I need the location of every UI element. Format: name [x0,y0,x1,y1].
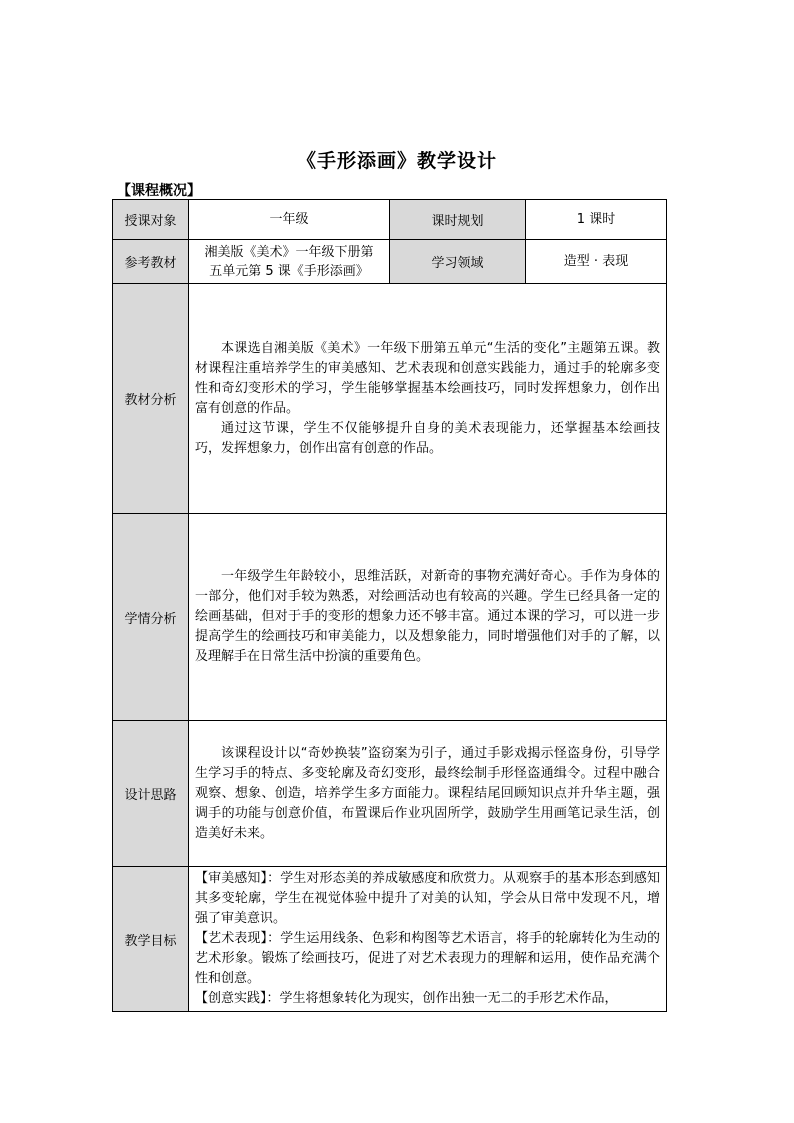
label-design-idea: 设计思路 [113,721,189,867]
goal-tag: 【创意实践】 [195,991,267,1006]
goal-aesthetic [195,869,660,929]
label-domain: 学习领域 [390,240,526,284]
design-idea-paragraph: 该课程设计以“奇妙换装”盗窃案为引子，通过手影戏揭示怪盗身份，引导学生学习手的特点、多变轮廓及奇幻变形，最终绘制手形怪盗通缉令。过程中融合观察、想象、创造，培养学生多方面能力。课程结尾回顾知识点并升华主题，强调手的功能与创意价值，布置课后作业巩固所学，鼓励学生用画笔记录生活，创造美好未来。 [195,745,660,841]
label-student-analysis: 学情分析 [113,514,189,721]
value-hours: 1 课时 [526,200,667,240]
value-audience: 一年级 [189,200,390,240]
row-teaching-goals [113,867,667,1012]
info-row-textbook [113,240,667,284]
goal-text: ：学生对形态美的养成敏感度和欣赏力。从观察手的基本形态到感知其多变轮廓，学生在视觉体验中提升了对美的认知，学会从日常中发现不凡，增强了审美意识。 [195,871,660,926]
section-heading: 【课程概况】 [117,183,201,199]
info-row-audience [113,200,667,240]
textbook-analysis-paragraph: 本课选自湘美版《美术》一年级下册第五单元“生活的变化”主题第五课。教材课程注重培养学生的审美感知、艺术表现和创意实践能力，通过手的轮廓多变性和奇幻变形术的学习，学生能够掌握基本绘画技巧，同时发挥想象力，创作出富有创意的作品。 [195,340,660,416]
row-design-idea [113,721,667,867]
document-title: 《手形添画》教学设计 [296,150,497,172]
textbook-analysis-paragraph: 通过这节课，学生不仅能够提升自身的美术表现能力，还掌握基本绘画技巧，发挥想象力，创作出富有创意的作品。 [195,420,660,456]
goal-text: ：学生将想象转化为现实，创作出独一无二的手形艺术作品， [266,991,618,1006]
textbook-analysis-content [189,284,667,514]
goal-expression [195,929,660,989]
goal-text: ：学生运用线条、色彩和构图等艺术语言，将手的轮廓转化为生动的艺术形象。锻炼了绘画技巧，促进了对艺术表现力的理解和运用，使作品充满个性和创意。 [195,931,660,986]
student-analysis-content [189,514,667,721]
goal-practice [195,989,660,1009]
goal-tag: 【审美感知】 [195,871,268,886]
label-audience: 授课对象 [113,200,189,240]
label-teaching-goals: 教学目标 [113,867,189,1012]
label-hours: 课时规划 [390,200,526,240]
value-textbook: 湘美版《美术》一年级下册第五单元第 5 课《手形添画》 [189,240,390,284]
label-textbook-analysis: 教材分析 [113,284,189,514]
design-idea-content [189,721,667,867]
goal-tag: 【艺术表现】 [195,931,268,946]
teaching-goals-content [189,867,667,1012]
row-textbook-analysis [113,284,667,514]
label-textbook: 参考教材 [113,240,189,284]
row-student-analysis [113,514,667,721]
course-overview-table [112,199,667,1012]
student-analysis-paragraph: 一年级学生年龄较小，思维活跃，对新奇的事物充满好奇心。手作为身体的一部分，他们对手较为熟悉，对绘画活动也有较高的兴趣。学生已经具备一定的绘画基础，但对于手的变形的想象力还不够丰富。通过本课的学习，可以进一步提高学生的绘画技巧和审美能力，以及想象能力，同时增强他们对手的了解，以及理解手在日常生活中扮演的重要角色。 [195,569,660,664]
value-domain: 造型 · 表现 [526,240,667,284]
